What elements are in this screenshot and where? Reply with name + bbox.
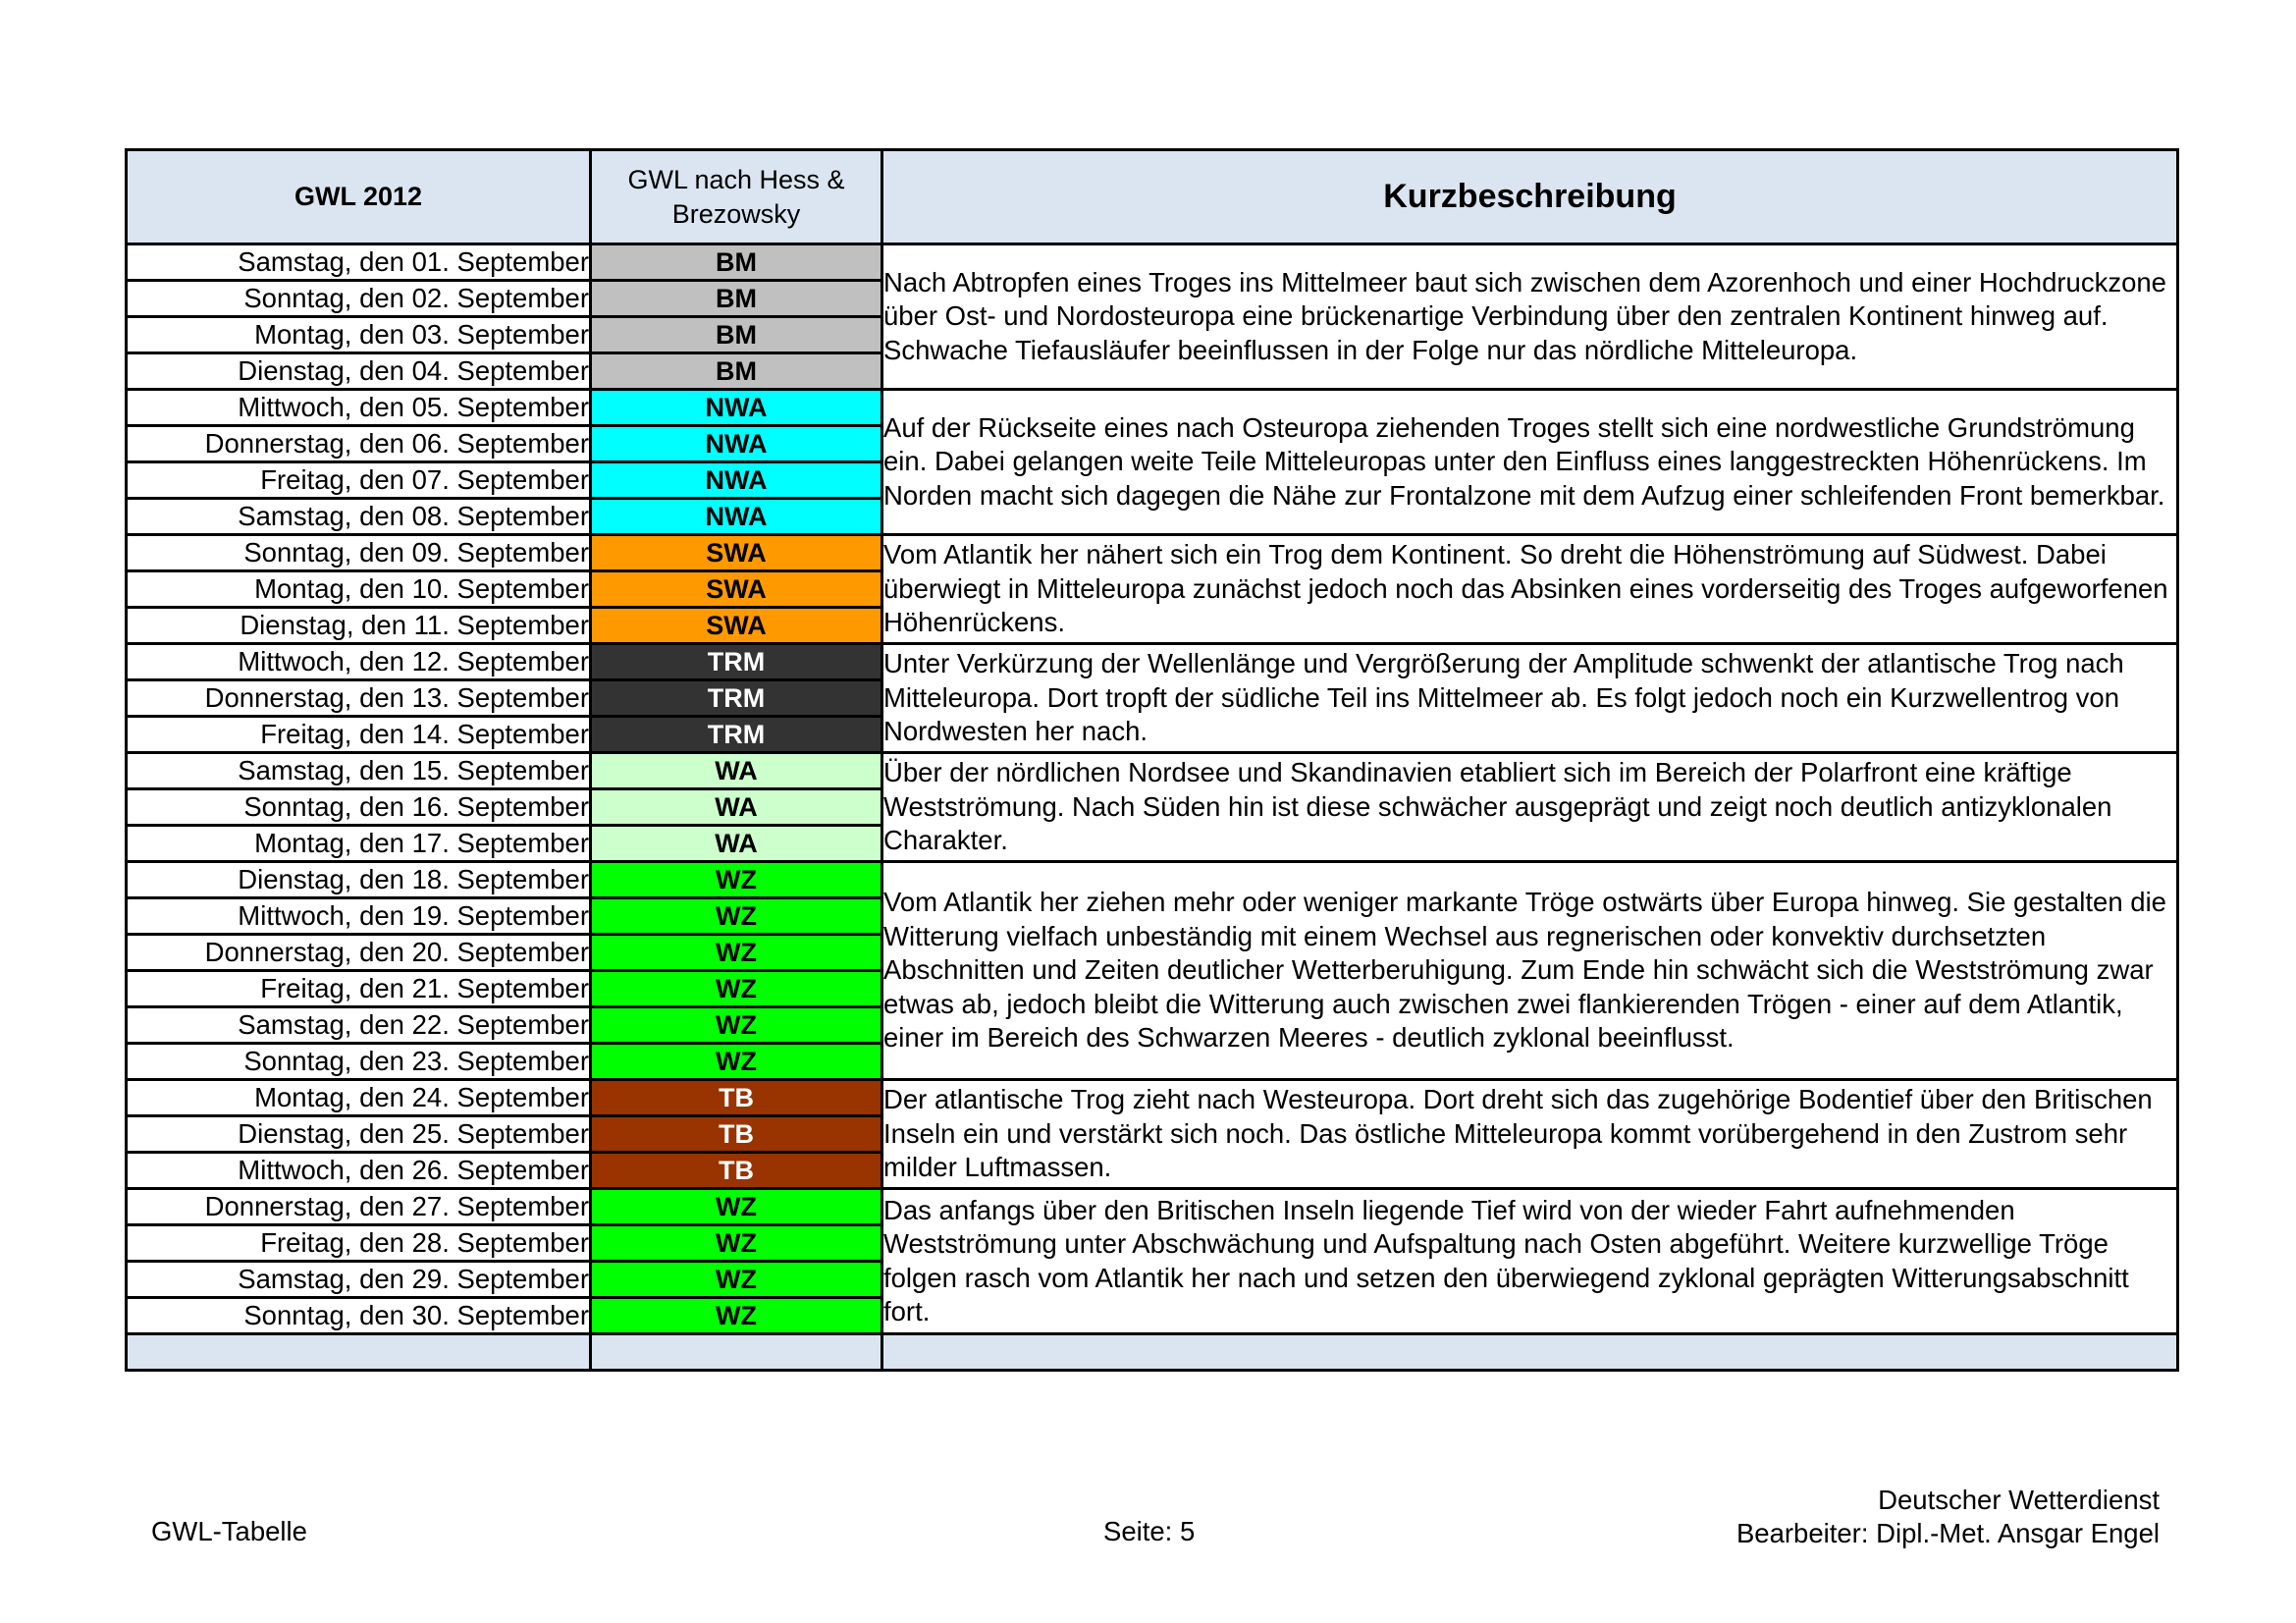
gwl-code-cell: BM: [591, 317, 882, 353]
header-description: Kurzbeschreibung: [882, 150, 2178, 244]
date-cell: Samstag, den 29. September: [127, 1262, 591, 1298]
gwl-code-cell: BM: [591, 281, 882, 317]
gwl-code-cell: TRM: [591, 680, 882, 717]
date-cell: Mittwoch, den 26. September: [127, 1153, 591, 1189]
description-cell: Nach Abtropfen eines Troges ins Mittelmeer baut sich zwischen dem Azorenhoch und einer Hochdruckzone über Ost- und Nordosteuropa eine brückenartige Verbindung über den zentralen Kontinent hinweg auf. Schwache Tiefausläufer beeinflussen in der Folge nur das nördliche Mitteleuropa.: [882, 244, 2178, 390]
date-cell: Sonntag, den 30. September: [127, 1298, 591, 1334]
date-cell: Mittwoch, den 19. September: [127, 898, 591, 935]
date-cell: Sonntag, den 02. September: [127, 281, 591, 317]
gwl-code-cell: NWA: [591, 499, 882, 535]
date-cell: Montag, den 03. September: [127, 317, 591, 353]
gwl-code-cell: WZ: [591, 898, 882, 935]
description-cell: Vom Atlantik her nähert sich ein Trog dem Kontinent. So dreht die Höhenströmung auf Südwest. Dabei überwiegt in Mitteleuropa zunächst jedoch noch das Absinken eines vorderseitig des Troges aufgeworfenen Höhenrückens.: [882, 535, 2178, 644]
table-row: [127, 1189, 2178, 1225]
date-cell: Mittwoch, den 12. September: [127, 644, 591, 680]
footer-left: GWL-Tabelle: [151, 1516, 307, 1546]
gwl-code-cell: TB: [591, 1116, 882, 1153]
header-row: [127, 150, 2178, 244]
header-gwl-year: GWL 2012: [127, 150, 591, 244]
gwl-code-cell: TB: [591, 1080, 882, 1116]
gwl-code-cell: WA: [591, 753, 882, 789]
gwl-code-cell: TRM: [591, 717, 882, 753]
table-row: [127, 862, 2178, 898]
date-cell: Samstag, den 01. September: [127, 244, 591, 281]
empty-cell: [127, 1334, 591, 1371]
date-cell: Donnerstag, den 06. September: [127, 426, 591, 462]
gwl-code-cell: SWA: [591, 535, 882, 571]
gwl-code-cell: WZ: [591, 1298, 882, 1334]
date-cell: Montag, den 10. September: [127, 571, 591, 608]
date-cell: Sonntag, den 23. September: [127, 1044, 591, 1080]
gwl-code-cell: NWA: [591, 390, 882, 426]
gwl-code-cell: BM: [591, 353, 882, 390]
gwl-code-cell: TRM: [591, 644, 882, 680]
date-cell: Dienstag, den 04. September: [127, 353, 591, 390]
description-cell: Der atlantische Trog zieht nach Westeuropa. Dort dreht sich das zugehörige Bodentief über den Britischen Inseln ein und verstärkt sich noch. Das östliche Mitteleuropa kommt vorübergehend in den Zustrom sehr milder Luftmassen.: [882, 1080, 2178, 1189]
date-cell: Mittwoch, den 05. September: [127, 390, 591, 426]
date-cell: Donnerstag, den 20. September: [127, 935, 591, 971]
date-cell: Freitag, den 28. September: [127, 1225, 591, 1262]
footer-org: Deutscher Wetterdienst: [1878, 1485, 2160, 1515]
gwl-code-cell: WZ: [591, 1225, 882, 1262]
gwl-code-cell: NWA: [591, 462, 882, 499]
date-cell: Samstag, den 22. September: [127, 1007, 591, 1044]
date-cell: Samstag, den 08. September: [127, 499, 591, 535]
date-cell: Sonntag, den 16. September: [127, 789, 591, 826]
date-cell: Freitag, den 21. September: [127, 971, 591, 1007]
gwl-code-cell: WZ: [591, 1044, 882, 1080]
gwl-code-cell: WZ: [591, 935, 882, 971]
table-row: [127, 644, 2178, 680]
date-cell: Sonntag, den 09. September: [127, 535, 591, 571]
page-number: Seite: 5: [1103, 1516, 1196, 1546]
gwl-code-cell: WZ: [591, 971, 882, 1007]
gwl-code-cell: WZ: [591, 1007, 882, 1044]
description-cell: Auf der Rückseite eines nach Osteuropa ziehenden Troges stellt sich eine nordwestliche Grundströmung ein. Dabei gelangen weite Teile Mitteleuropas unter den Einfluss eines langgestreckten Höhenrückens. Im Norden macht sich dagegen die Nähe zur Frontalzone mit dem Aufzug einer schleifenden Front bemerkbar.: [882, 390, 2178, 535]
date-cell: Samstag, den 15. September: [127, 753, 591, 789]
empty-cell: [882, 1334, 2178, 1371]
gwl-code-cell: BM: [591, 244, 882, 281]
gwl-code-cell: WZ: [591, 1189, 882, 1225]
empty-cell: [591, 1334, 882, 1371]
table-row: [127, 244, 2178, 281]
gwl-code-cell: SWA: [591, 571, 882, 608]
gwl-code-cell: WZ: [591, 1262, 882, 1298]
gwl-code-cell: WA: [591, 826, 882, 862]
table-row: [127, 753, 2178, 789]
gwl-code-cell: WZ: [591, 862, 882, 898]
date-cell: Dienstag, den 11. September: [127, 608, 591, 644]
gwl-table: [125, 148, 2179, 1372]
table-row: [127, 1080, 2178, 1116]
description-cell: Vom Atlantik her ziehen mehr oder weniger markante Tröge ostwärts über Europa hinweg. Sie gestalten die Witterung vielfach unbeständig mit einem Wechsel aus regnerischen oder konvektiv durchsetzten Abschnitten und Zeiten deutlicher Wetterberuhigung. Zum Ende hin schwächt sich die Westströmung zwar etwas ab, jedoch bleibt die Witterung auch zwischen zwei flankierenden Trögen - einer auf dem Atlantik, einer im Bereich des Schwarzen Meeres - deutlich zyklonal beeinflusst.: [882, 862, 2178, 1080]
gwl-code-cell: NWA: [591, 426, 882, 462]
description-cell: Über der nördlichen Nordsee und Skandinavien etabliert sich im Bereich der Polarfront eine kräftige Westströmung. Nach Süden hin ist diese schwächer ausgeprägt und zeigt noch deutlich antizyklonalen Charakter.: [882, 753, 2178, 862]
gwl-code-cell: WA: [591, 789, 882, 826]
date-cell: Freitag, den 14. September: [127, 717, 591, 753]
table-row: [127, 390, 2178, 426]
date-cell: Freitag, den 07. September: [127, 462, 591, 499]
date-cell: Dienstag, den 18. September: [127, 862, 591, 898]
gwl-code-cell: TB: [591, 1153, 882, 1189]
empty-row: [127, 1334, 2178, 1371]
gwl-code-cell: SWA: [591, 608, 882, 644]
description-cell: Unter Verkürzung der Wellenlänge und Vergrößerung der Amplitude schwenkt der atlantische Trog nach Mitteleuropa. Dort tropft der südliche Teil ins Mittelmeer ab. Es folgt jedoch noch ein Kurzwellentrog von Nordwesten her nach.: [882, 644, 2178, 753]
date-cell: Montag, den 17. September: [127, 826, 591, 862]
date-cell: Montag, den 24. September: [127, 1080, 591, 1116]
date-cell: Dienstag, den 25. September: [127, 1116, 591, 1153]
date-cell: Donnerstag, den 27. September: [127, 1189, 591, 1225]
table-body: [127, 244, 2178, 1371]
date-cell: Donnerstag, den 13. September: [127, 680, 591, 717]
footer-editor: Bearbeiter: Dipl.-Met. Ansgar Engel: [1735, 1518, 2160, 1548]
header-gwl-type: GWL nach Hess & Brezowsky: [591, 150, 882, 244]
table-row: [127, 535, 2178, 571]
description-cell: Das anfangs über den Britischen Inseln liegende Tief wird von der wieder Fahrt aufnehmenden Westströmung unter Abschwächung und Aufspaltung nach Osten abgeführt. Weitere kurzwellige Tröge folgen rasch vom Atlantik her nach und setzen den überwiegend zyklonal geprägten Witterungsabschnitt fort.: [882, 1189, 2178, 1334]
